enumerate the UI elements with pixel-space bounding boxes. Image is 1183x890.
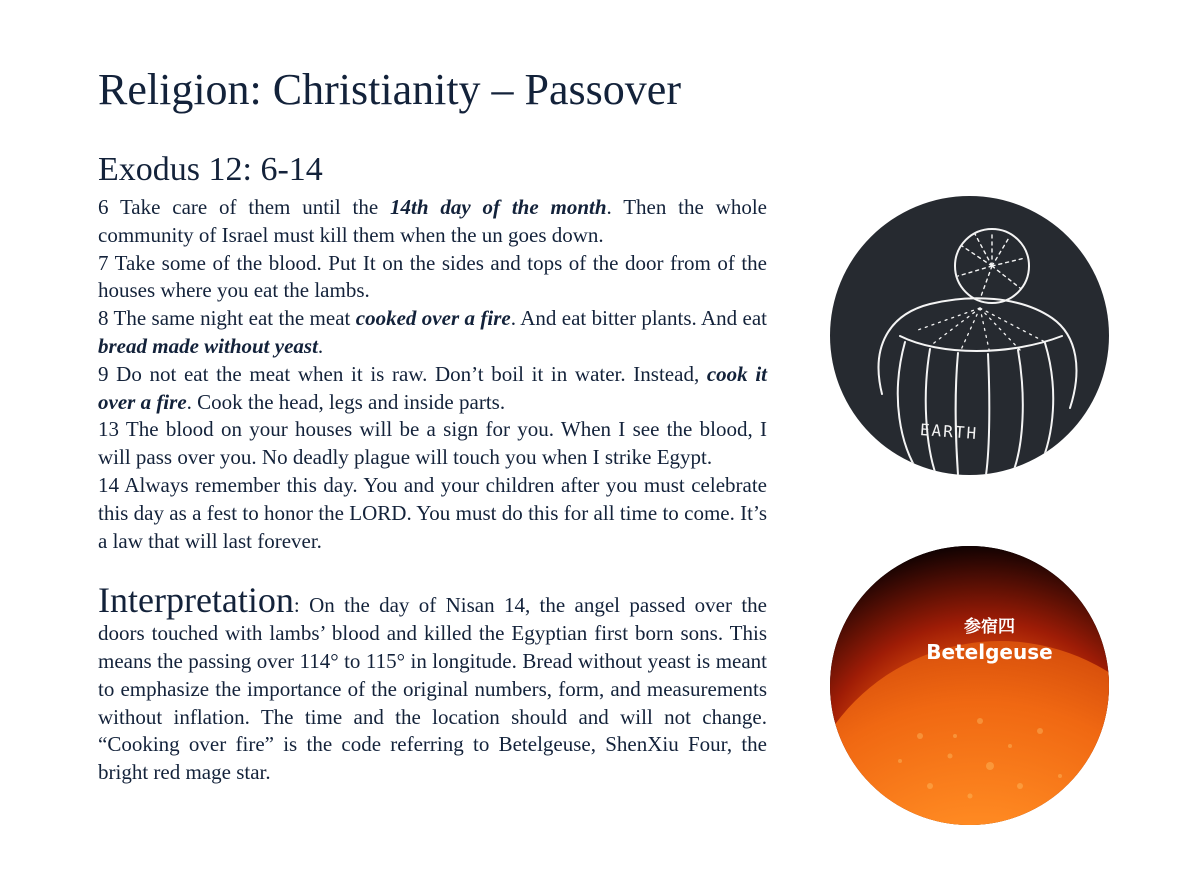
verse-text: 8 The same night eat the meat bbox=[98, 306, 356, 331]
star-label-chinese: 参宿四 bbox=[964, 617, 1015, 637]
verse-text: . Cook the head, legs and inside parts. bbox=[186, 389, 506, 414]
verse-text: . Then the whole community of Israel must kill them when the un goes down. bbox=[98, 195, 767, 247]
page-title: Religion: Christianity – Passover bbox=[98, 65, 681, 114]
verse-emphasis: 14th day of the month bbox=[390, 195, 607, 219]
sun-photo-icon bbox=[830, 546, 1109, 825]
verse-list bbox=[98, 194, 767, 555]
text-column bbox=[98, 148, 767, 787]
interpretation-paragraph bbox=[98, 580, 767, 787]
verse-text: . bbox=[317, 333, 324, 358]
verse-9 bbox=[98, 361, 767, 417]
verse-text: 7 Take some of the blood. Put It on the sides and tops of the door from of the houses where you eat the lambs. bbox=[98, 250, 767, 303]
verse-7 bbox=[98, 250, 767, 306]
betelgeuse-image bbox=[830, 546, 1109, 825]
verse-emphasis: bread made without yeast bbox=[98, 333, 318, 358]
verse-6 bbox=[98, 194, 767, 250]
verse-14 bbox=[98, 472, 767, 555]
verse-text: 13 The blood on your houses will be a sign for you. When I see the blood, I will pass over you. No deadly plague will touch you when I strike Egypt. bbox=[98, 417, 767, 470]
verse-text: 9 Do not eat the meat when it is raw. Don’t boil it in water. Instead, bbox=[98, 361, 707, 386]
verse-emphasis: cook it over a fire bbox=[98, 361, 768, 414]
verse-text: 6 Take care of them until the bbox=[98, 195, 391, 219]
star-label-english: Betelgeuse bbox=[926, 640, 1053, 664]
verse-emphasis: cooked over a fire bbox=[355, 306, 511, 331]
earth-sketch-image bbox=[830, 196, 1109, 475]
interpretation-body: : On the day of Nisan 14, the angel passed over the doors touched with lambs’ blood and killed the Egyptian first born sons. This means the passing over 114° to 115° in longitude. Bread without yeast is meant to emphasize the importance of the original numbers, form, and measurements without inflation. The time and the location should and will not change. “Cooking over fire” is the code referring to Betelgeuse, ShenXiu Four, the bright red mage star. bbox=[98, 593, 767, 785]
verse-text: . And eat bitter plants. And eat bbox=[510, 306, 768, 331]
earth-label: EARTH bbox=[919, 419, 979, 444]
verse-13 bbox=[98, 416, 767, 472]
section-heading: Exodus 12: 6-14 bbox=[98, 151, 323, 188]
verse-text: 14 Always remember this day. You and your children after you must celebrate this day as a fest to honor the LORD. You must do this for all time to come. It’s a law that will last forever. bbox=[98, 472, 767, 553]
verse-8 bbox=[98, 305, 767, 361]
interpretation-heading: Interpretation bbox=[98, 580, 294, 621]
